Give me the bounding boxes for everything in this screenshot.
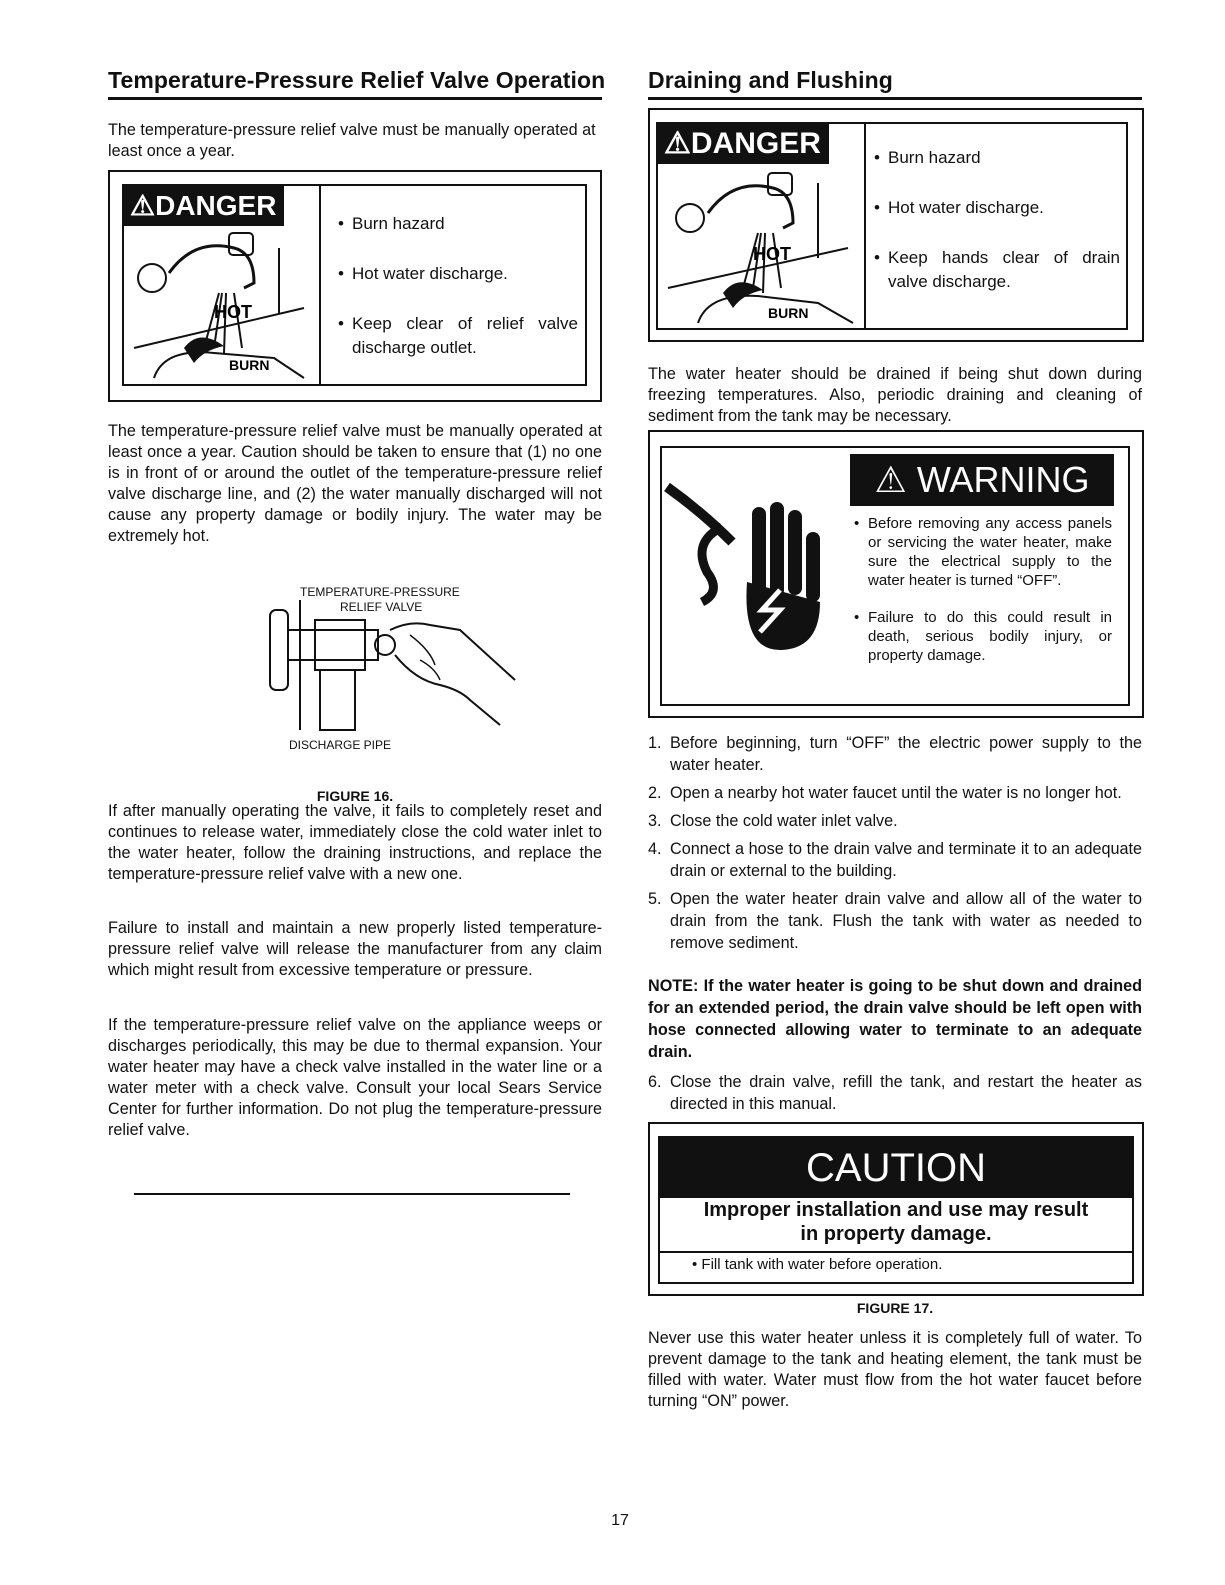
warning-triangle-icon: ⚠ [874, 459, 917, 500]
electric-shock-hand-icon [662, 472, 842, 662]
tpr-para-4: If the temperature-pressure relief valve on the appliance weeps or discharges periodically, this may be due to thermal expansion. Your water heater may have a check valve installed in the water line or a water meter with a check valve. Consult your local Sears Service Center for further information. Do not plug the temperature-pressure relief valve. [108, 1016, 602, 1139]
warning-triangle-icon: ⚠ [130, 190, 156, 221]
svg-text:BURN: BURN [229, 357, 270, 373]
danger-bullet: • Hot water discharge. [874, 196, 1120, 220]
danger-bullet: • Burn hazard [338, 212, 578, 236]
figure16-label-bottom: DISCHARGE PIPE [288, 738, 392, 752]
danger-bullet: • Keep clear of relief valve discharge outlet. [338, 312, 578, 360]
step-item: 3. Close the cold water inlet valve. [648, 812, 898, 830]
burn-hazard-icon [658, 168, 862, 326]
tpr-para-2: If after manually operating the valve, it fails to completely reset and continues to release water, immediately close the cold water inlet to the water heater, follow the draining instructions, and replace the temperature-pressure relief valve with a new one. [108, 802, 602, 883]
figure16-caption: FIGURE 16. [316, 788, 394, 804]
caution-box [648, 1122, 1144, 1296]
step-item: 4. Connect a hose to the drain valve and terminate it to an adequate drain or external to the building. [648, 840, 1142, 880]
section-title-tpr-valve: Temperature-Pressure Relief Valve Operation [108, 67, 606, 93]
title-rule [648, 97, 1142, 100]
svg-text:HOT: HOT [753, 244, 791, 264]
svg-text:BURN: BURN [768, 305, 809, 321]
warning-bullets [854, 514, 1112, 665]
page-number: 17 [611, 1512, 629, 1529]
warning-box [648, 430, 1144, 718]
svg-text:HOT: HOT [214, 302, 252, 322]
danger-bullets-right [874, 146, 1120, 294]
warning-bullet: • Before removing any access panels or servicing the water heater, make sure the electrical supply to the water heater is turned “OFF”. [854, 514, 1112, 590]
left-bottom-rule [134, 1193, 570, 1195]
step-item: 1. Before beginning, turn “OFF” the electric power supply to the water heater. [648, 734, 1142, 774]
caution-headline-1: Improper installation and use may result [703, 1199, 1089, 1221]
danger-bullet: • Burn hazard [874, 146, 1120, 170]
caution-headline-2: in property damage. [800, 1223, 992, 1245]
draining-para-2: Never use this water heater unless it is completely full of water. To prevent damage to the tank and heating element, the tank must be filled with water. Water must flow from the hot water faucet before turning “ON” power. [648, 1329, 1142, 1410]
draining-steps [648, 732, 1142, 954]
figure17-caption: FIGURE 17. [856, 1300, 934, 1316]
danger-bullet: • Hot water discharge. [338, 262, 578, 286]
step-item: 5. Open the water heater drain valve and allow all of the water to drain from the tank. Flush the tank with water as needed to remove sediment. [648, 890, 1142, 952]
tpr-para-1: The temperature-pressure relief valve must be manually operated at least once a year. Caution should be taken to ensure that (1) no one is in front of or around the outlet of the temperature-pressure relief valve discharge line, and (2) the water manually discharged will not cause any property damage or bodily injury. The water may be extremely hot. [108, 422, 602, 545]
danger-box-left [108, 170, 602, 402]
danger-bullets-left [338, 212, 578, 386]
warning-bullet: • Failure to do this could result in death, serious bodily injury, or property damage. [854, 608, 1112, 665]
draining-note: NOTE: If the water heater is going to be shut down and drained for an extended period, the drain valve should be left open with hose connected allowing water to terminate to an adequate drain. [648, 977, 1142, 1061]
step-item: 2. Open a nearby hot water faucet until the water is no longer hot. [648, 784, 1122, 802]
warning-triangle-icon: ⚠ [664, 127, 691, 160]
caution-label: CAUTION [660, 1138, 1132, 1198]
caution-divider [660, 1251, 1132, 1253]
step-item: 6. Close the drain valve, refill the tank, and restart the heater as directed in this manual. [648, 1073, 1142, 1113]
danger-bullet: • Keep hands clear of drain valve discharge. [874, 246, 1120, 294]
caution-bullet: • Fill tank with water before operation. [692, 1256, 943, 1273]
relief-valve-illustration [260, 590, 530, 735]
danger-label: ⚠DANGER [656, 124, 829, 164]
tpr-intro: The temperature-pressure relief valve must be manually operated at least once a year. [108, 121, 596, 160]
danger-label: ⚠DANGER [122, 186, 284, 226]
section-title-draining: Draining and Flushing [648, 67, 893, 93]
figure16-label-top-2: RELIEF VALVE [340, 600, 423, 614]
title-rule [108, 97, 602, 100]
figure16-label-top-1: TEMPERATURE-PRESSURE [300, 585, 460, 599]
draining-para-1: The water heater should be drained if being shut down during freezing temperatures. Also, periodic draining and cleaning of sediment from the tank may be necessary. [648, 365, 1142, 425]
warning-label: ⚠ WARNING [850, 454, 1114, 506]
danger-box-right [648, 108, 1144, 342]
draining-step-6 [648, 1071, 1142, 1115]
burn-hazard-icon [124, 228, 317, 380]
tpr-para-3: Failure to install and maintain a new properly listed temperature-pressure relief valve will release the manufacturer from any claim which might result from excessive temperature or pressure. [108, 919, 602, 979]
